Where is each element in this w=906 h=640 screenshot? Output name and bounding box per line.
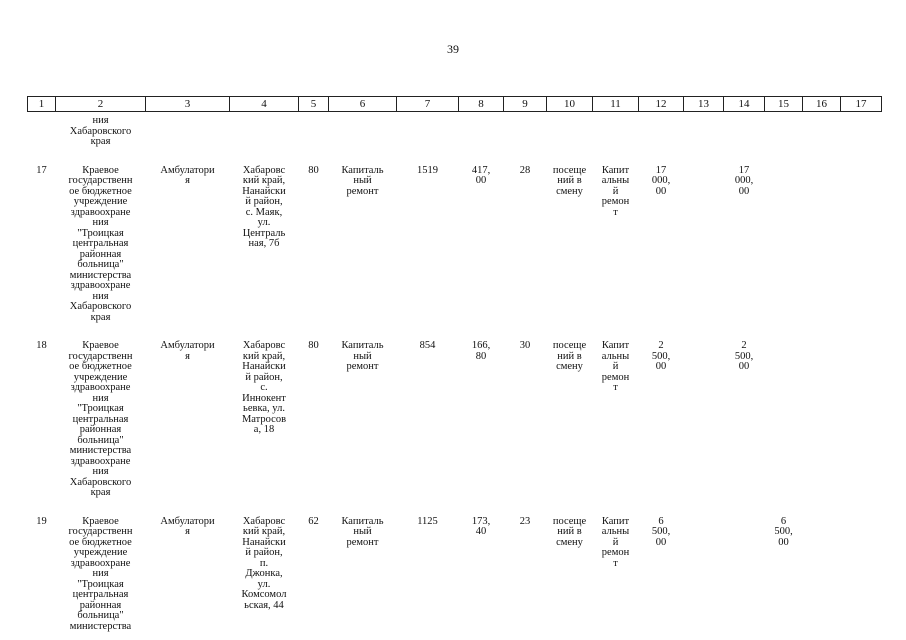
cell-col8: 417, 00 (471, 164, 491, 186)
column-header: 1 (28, 97, 56, 112)
cell-col12: 17 000, 00 (651, 164, 671, 197)
facility-address: Хабаровс кий край, Нанайски й район, с. Иннокент ьевка, ул. Матросов а, 18 (241, 340, 287, 435)
repair-type: Капит альны й ремон т (601, 164, 630, 218)
cell-col13 (684, 154, 724, 330)
facilities-table (27, 96, 882, 638)
column-header: 15 (765, 97, 803, 112)
cell-col8: 166, 80 (471, 340, 491, 362)
cell-col14 (724, 505, 765, 639)
cell-col17 (841, 154, 882, 330)
continuation-row (28, 112, 882, 154)
facility-name: Краевое государственн ое бюджетное учреждение здравоохране ния "Троицкая центральная районная больница" министерства (68, 515, 133, 632)
column-header: 5 (299, 97, 329, 112)
cell-col17 (841, 329, 882, 505)
column-header: 9 (504, 97, 547, 112)
cell-col8: 173, 40 (471, 515, 491, 537)
facility-name-continued: ния Хабаровского края (69, 115, 132, 147)
cell-col14: 2 500, 00 (734, 340, 754, 372)
cell-col7: 854 (419, 340, 436, 351)
cell-col16 (803, 505, 841, 639)
column-header: 10 (547, 97, 593, 112)
cell-col16 (803, 329, 841, 505)
column-header: 3 (146, 97, 230, 112)
cell-col15 (765, 154, 803, 330)
table-row (28, 154, 882, 330)
cell-col12: 6 500, 00 (651, 515, 671, 548)
cell-col15: 6 500, 00 (774, 515, 793, 548)
cell-col12: 2 500, 00 (651, 340, 671, 372)
repair-type: Капит альны й ремон т (601, 515, 630, 569)
work-type: Капиталь ный ремонт (341, 164, 384, 197)
row-number: 17 (36, 164, 47, 176)
cell-col5: 80 (308, 340, 319, 351)
column-header: 7 (397, 97, 459, 112)
column-header: 2 (56, 97, 146, 112)
capacity-unit: посеще ний в смену (552, 515, 587, 548)
work-type: Капиталь ный ремонт (341, 515, 384, 548)
facility-name: Краевое государственн ое бюджетное учреждение здравоохране ния "Троицкая центральная районная больница" министерства здравоохране ния Хабаровского края (68, 340, 133, 498)
cell-col17 (841, 505, 882, 639)
row-number: 19 (36, 515, 47, 527)
cell-col9: 28 (519, 164, 531, 176)
cell-col5: 62 (308, 515, 319, 527)
facility-type: Амбулатори я (160, 164, 215, 186)
column-header: 12 (639, 97, 684, 112)
column-header: 11 (593, 97, 639, 112)
facility-name: Краевое государственн ое бюджетное учреждение здравоохране ния "Троицкая центральная районная больница" министерства здравоохране ния Хабаровского края (68, 164, 133, 323)
column-header: 17 (841, 97, 882, 112)
page-number: 39 (447, 42, 459, 56)
column-header: 6 (329, 97, 397, 112)
cell-col16 (803, 154, 841, 330)
cell-col13 (684, 329, 724, 505)
cell-col7: 1519 (417, 164, 438, 176)
facility-type: Амбулатори я (160, 515, 215, 537)
cell-col13 (684, 505, 724, 639)
capacity-unit: посеще ний в смену (552, 164, 587, 197)
table-row (28, 505, 882, 639)
table-row (28, 329, 882, 505)
row-number: 18 (36, 340, 47, 351)
column-header: 13 (684, 97, 724, 112)
facility-type: Амбулатори я (160, 340, 215, 362)
column-header: 14 (724, 97, 765, 112)
column-number-header (28, 97, 882, 112)
cell-col5: 80 (308, 164, 319, 176)
cell-col15 (765, 329, 803, 505)
capacity-unit: посеще ний в смену (552, 340, 587, 372)
work-type: Капиталь ный ремонт (341, 340, 384, 372)
cell-col7: 1125 (417, 515, 438, 527)
cell-col9: 30 (519, 340, 531, 351)
column-header: 4 (230, 97, 299, 112)
cell-col14: 17 000, 00 (734, 164, 754, 197)
facility-address: Хабаровс кий край, Нанайски й район, с. Маяк, ул. Централь ная, 7б (242, 164, 286, 249)
facility-address: Хабаровс кий край, Нанайски й район, п. Джонка, ул. Комсомол ьская, 44 (241, 515, 287, 611)
column-header: 16 (803, 97, 841, 112)
cell-col9: 23 (519, 515, 531, 527)
repair-type: Капит альны й ремон т (601, 340, 630, 393)
column-header: 8 (459, 97, 504, 112)
